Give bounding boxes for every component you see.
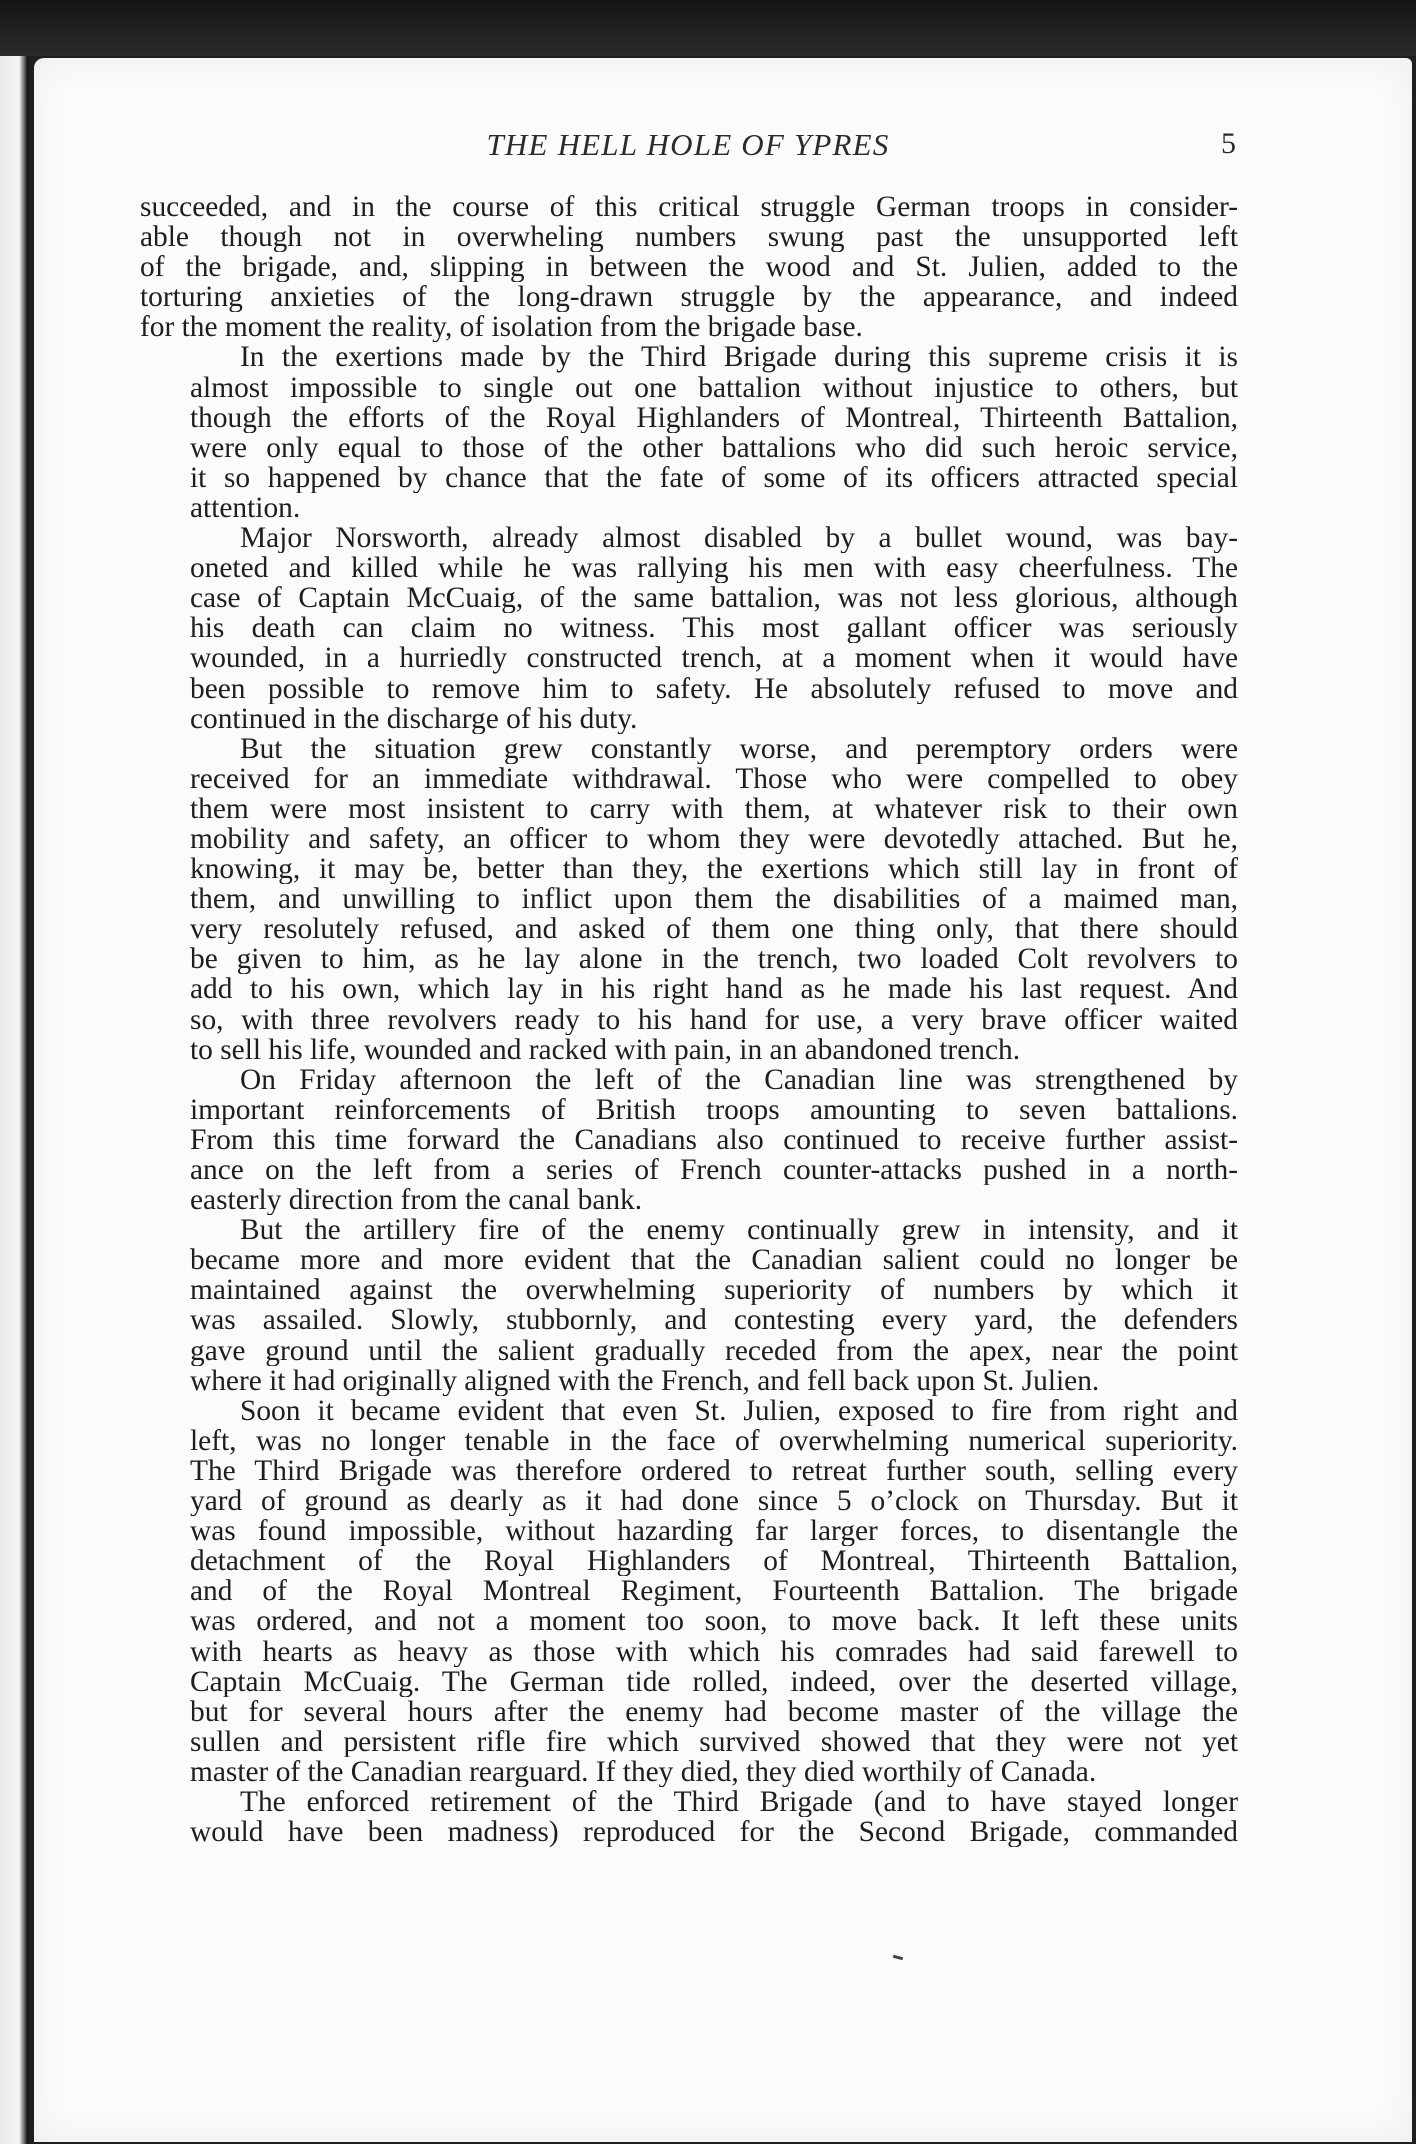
text-line: be given to him, as he lay alone in the trench, two loaded Colt revolvers to bbox=[190, 944, 1238, 975]
text-line: detachment of the Royal Highlanders of Montreal, Thirteenth Battalion, bbox=[190, 1546, 1238, 1577]
text-line: easterly direction from the canal bank. bbox=[190, 1185, 643, 1216]
text-line: master of the Canadian rearguard. If they died, they died worthily of Canada. bbox=[190, 1756, 1097, 1787]
text-line: sullen and persistent rifle fire which survived showed that they were not yet bbox=[190, 1726, 1238, 1757]
text-line: But the situation grew constantly worse, and peremptory orders were bbox=[240, 733, 1238, 764]
text-line: almost impossible to single out one battalion without injustice to others, but bbox=[190, 372, 1238, 403]
text-line: Major Norsworth, already almost disabled by a bullet wound, was bay- bbox=[240, 523, 1238, 554]
page-number: 5 bbox=[1221, 127, 1236, 160]
text-line: received for an immediate withdrawal. Those who were compelled to obey bbox=[190, 763, 1238, 794]
paragraph bbox=[140, 192, 1238, 342]
text-line: important reinforcements of British troops amounting to seven battalions. bbox=[190, 1094, 1238, 1125]
text-line: of the brigade, and, slipping in between the wood and St. Julien, added to the bbox=[140, 252, 1238, 283]
text-line: mobility and safety, an officer to whom they were devotedly attached. But he, bbox=[190, 823, 1238, 855]
paragraph bbox=[140, 734, 1238, 1065]
text-line: with hearts as heavy as those with which his comrades had said farewell to bbox=[190, 1636, 1238, 1667]
text-line: maintained against the overwhelming superiority of numbers by which it bbox=[190, 1275, 1238, 1306]
running-title: THE HELL HOLE OF YPRES bbox=[486, 127, 890, 162]
text-line: Captain McCuaig. The German tide rolled, indeed, over the deserted village, bbox=[190, 1666, 1238, 1697]
text-line: attention. bbox=[190, 492, 301, 524]
paragraph bbox=[140, 342, 1238, 523]
text-line: wounded, in a hurriedly constructed trench, at a moment when it would have bbox=[190, 643, 1238, 674]
text-line: were only equal to those of the other battalions who did such heroic service, bbox=[190, 432, 1238, 463]
text-line: continued in the discharge of his duty. bbox=[190, 703, 638, 734]
paragraph bbox=[140, 1787, 1238, 1847]
text-line: his death can claim no witness. This most gallant officer was seriously bbox=[190, 613, 1238, 644]
text-line: though the efforts of the Royal Highlanders of Montreal, Thirteenth Battalion, bbox=[190, 402, 1238, 433]
text-line: case of Captain McCuaig, of the same battalion, was not less glorious, although bbox=[190, 583, 1238, 614]
paragraph bbox=[140, 1215, 1238, 1396]
text-line: and of the Royal Montreal Regiment, Fourteenth Battalion. The brigade bbox=[190, 1576, 1238, 1607]
scan-left-border bbox=[0, 56, 32, 2144]
text-line: became more and more evident that the Canadian salient could no longer be bbox=[190, 1245, 1238, 1276]
body-text bbox=[140, 192, 1238, 1847]
text-line: succeeded, and in the course of this critical struggle German troops in consider- bbox=[140, 192, 1238, 223]
text-line: to sell his life, wounded and racked with pain, in an abandoned trench. bbox=[190, 1034, 1021, 1065]
text-line: them, and unwilling to inflict upon them the disabilities of a maimed man, bbox=[190, 884, 1238, 915]
text-line: oneted and killed while he was rallying his men with easy cheerfulness. The bbox=[190, 553, 1238, 584]
page-header bbox=[140, 127, 1236, 167]
text-line: them were most insistent to carry with them, at whatever risk to their own bbox=[190, 793, 1238, 824]
text-line: left, was no longer tenable in the face of overwhelming numerical superiority. bbox=[190, 1425, 1238, 1456]
text-line: was found impossible, without hazarding far larger forces, to disentangle the bbox=[190, 1516, 1238, 1547]
text-line: was assailed. Slowly, stubbornly, and contesting every yard, the defenders bbox=[190, 1305, 1238, 1336]
text-line: The Third Brigade was therefore ordered to retreat further south, selling every bbox=[190, 1455, 1238, 1487]
text-line: knowing, it may be, better than they, the exertions which still lay in front of bbox=[190, 854, 1238, 885]
text-line: gave ground until the salient gradually receded from the apex, near the point bbox=[190, 1335, 1238, 1366]
scan-top-border bbox=[0, 0, 1416, 56]
text-line: But the artillery fire of the enemy continually grew in intensity, and it bbox=[240, 1215, 1238, 1246]
text-line: In the exertions made by the Third Brigade during this supreme crisis it is bbox=[240, 342, 1238, 373]
text-line: add to his own, which lay in his right hand as he made his last request. And bbox=[190, 974, 1238, 1005]
text-line: On Friday afternoon the left of the Canadian line was strengthened by bbox=[240, 1064, 1238, 1095]
text-line: yard of ground as dearly as it had done since 5 o’clock on Thursday. But it bbox=[190, 1486, 1238, 1517]
text-line: torturing anxieties of the long-drawn struggle by the appearance, and indeed bbox=[140, 282, 1238, 313]
text-line: been possible to remove him to safety. He absolutely refused to move and bbox=[190, 673, 1238, 704]
text-line: so, with three revolvers ready to his hand for use, a very brave officer waited bbox=[190, 1004, 1238, 1035]
text-line: where it had originally aligned with the French, and fell back upon St. Julien. bbox=[190, 1365, 1100, 1396]
paragraph bbox=[140, 1065, 1238, 1215]
paragraph bbox=[140, 523, 1238, 734]
paragraph bbox=[140, 1396, 1238, 1787]
text-line: would have been madness) reproduced for the Second Brigade, commanded bbox=[190, 1817, 1238, 1848]
text-line: it so happened by chance that the fate of some of its officers attracted special bbox=[190, 462, 1238, 493]
text-line: for the moment the reality, of isolation from the brigade base. bbox=[140, 312, 863, 343]
text-line: ance on the left from a series of French counter-attacks pushed in a north- bbox=[190, 1155, 1238, 1186]
text-line: From this time forward the Canadians also continued to receive further assist- bbox=[190, 1124, 1238, 1155]
text-line: Soon it became evident that even St. Julien, exposed to fire from right and bbox=[240, 1395, 1238, 1426]
text-line: The enforced retirement of the Third Brigade (and to have stayed longer bbox=[240, 1786, 1238, 1818]
text-line: was ordered, and not a moment too soon, to move back. It left these units bbox=[190, 1606, 1238, 1637]
text-line: but for several hours after the enemy had become master of the village the bbox=[190, 1696, 1238, 1727]
text-line: very resolutely refused, and asked of them one thing only, that there should bbox=[190, 914, 1238, 945]
text-line: able though not in overwheling numbers swung past the unsupported left bbox=[140, 222, 1238, 253]
